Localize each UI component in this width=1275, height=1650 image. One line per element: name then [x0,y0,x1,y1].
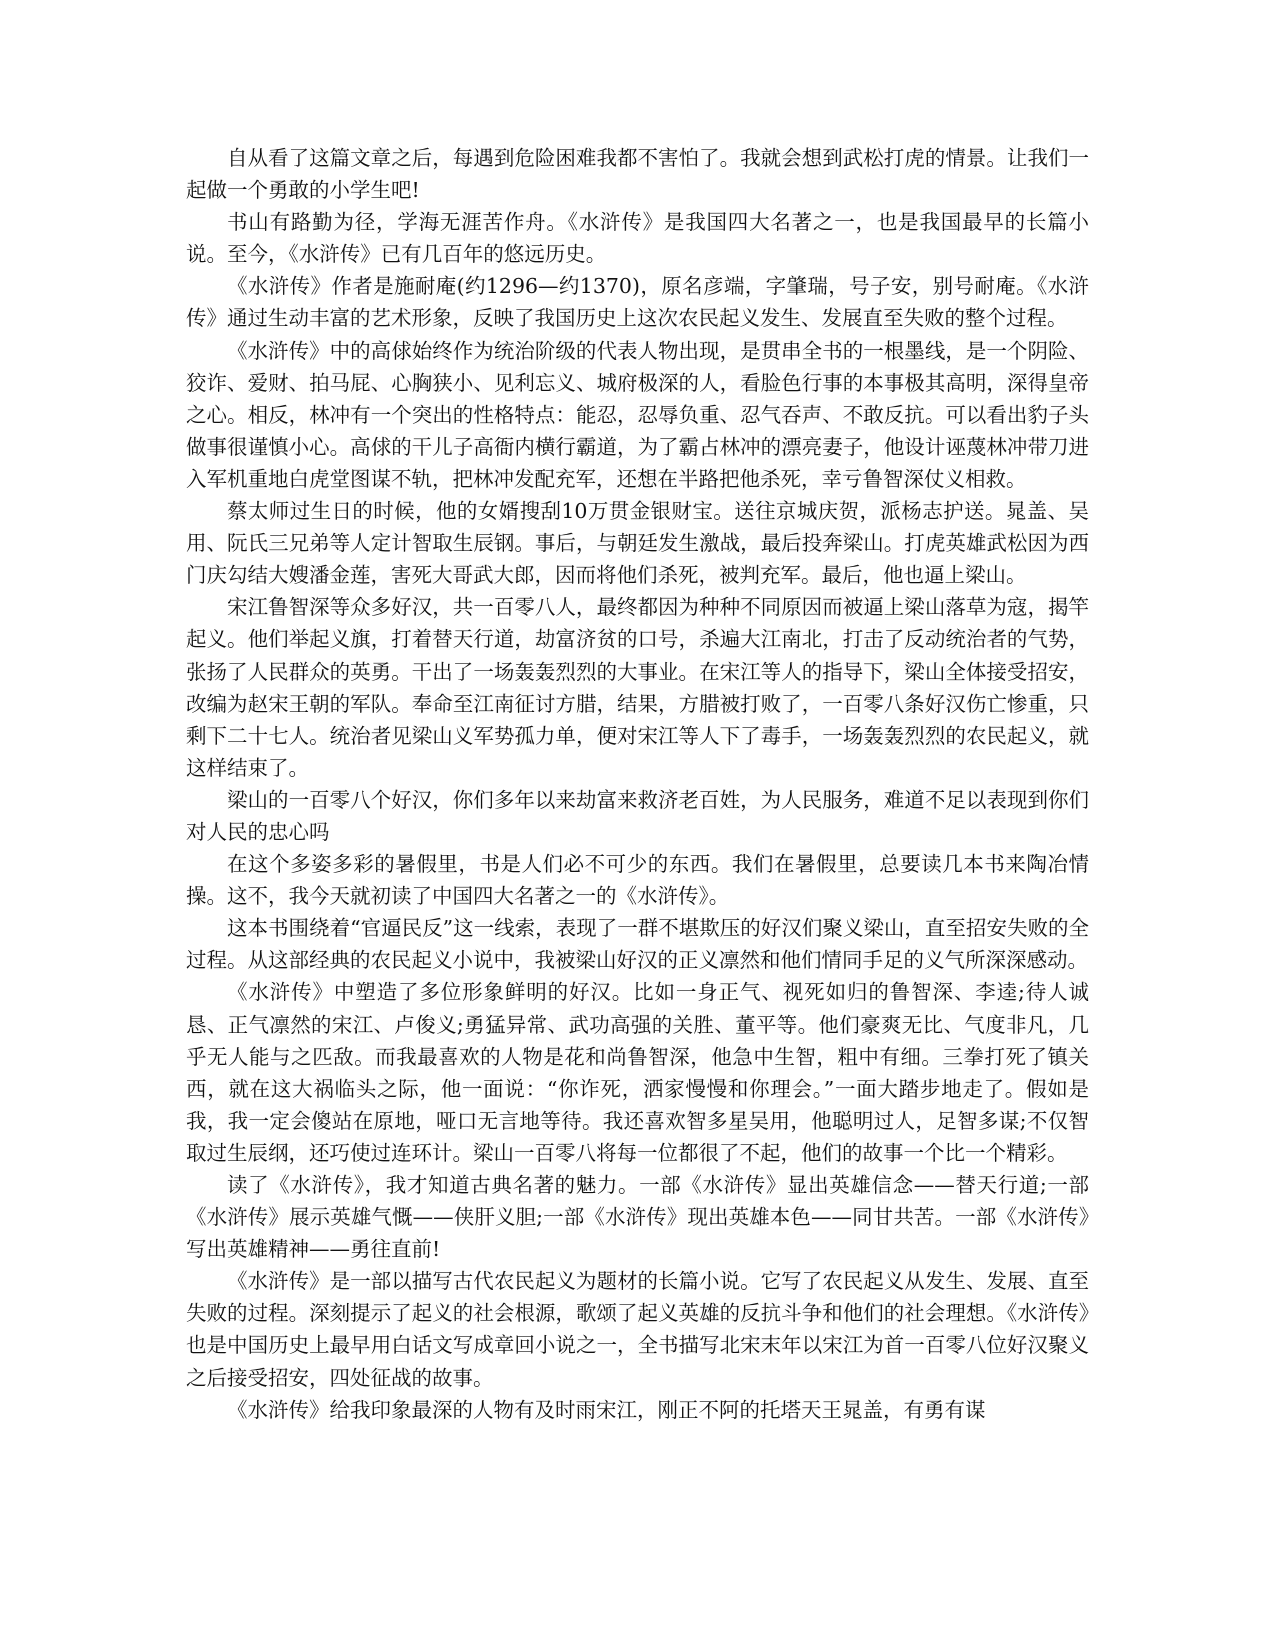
paragraph-1: 自从看了这篇文章之后，每遇到危险困难我都不害怕了。我就会想到武松打虎的情景。让我们一起做一个勇敢的小学生吧! [186,146,1089,203]
paragraph-4: 《水浒传》中的高俅始终作为统治阶级的代表人物出现，是贯串全书的一根墨线，是一个阴险、狡诈、爱财、拍马屁、心胸狭小、见利忘义、城府极深的人，看脸色行事的本事极其高明，深得皇帝之心。相反，林冲有一个突出的性格特点：能忍，忍辱负重、忍气吞声、不敢反抗。可以看出豹子头做事很谨慎小心。高俅的干儿子高衙内横行霸道，为了霸占林冲的漂亮妻子，他设计诬蔑林冲带刀进入军机重地白虎堂图谋不轨，把林冲发配充军，还想在半路把他杀死，幸亏鲁智深仗义相救。 [186,338,1089,491]
paragraph-11: 读了《水浒传》，我才知道古典名著的魅力。一部《水浒传》显出英雄信念——替天行道;一部《水浒传》展示英雄气慨——侠肝义胆;一部《水浒传》现出英雄本色——同甘共苦。一部《水浒传》写出英雄精神——勇往直前! [186,1173,1089,1262]
paragraph-13: 《水浒传》给我印象最深的人物有及时雨宋江，刚正不阿的托塔天王晁盖，有勇有谋 [227,1397,986,1422]
paragraph-7: 梁山的一百零八个好汉，你们多年以来劫富来救济老百姓，为人民服务，难道不足以表现到你们对人民的忠心吗 [186,787,1089,844]
body-text [186,142,1089,1426]
paragraph-12: 《水浒传》是一部以描写古代农民起义为题材的长篇小说。它写了农民起义从发生、发展、直至失败的过程。深刻提示了起义的社会根源，歌颂了起义英雄的反抗斗争和他们的社会理想。《水浒传》也是中国历史上最早用白话文写成章回小说之一，全书描写北宋末年以宋江为首一百零八位好汉聚义之后接受招安，四处征战的故事。 [186,1269,1089,1390]
paragraph-2: 书山有路勤为径，学海无涯苦作舟。《水浒传》是我国四大名著之一，也是我国最早的长篇小说。至今，《水浒传》已有几百年的悠远历史。 [186,210,1089,267]
paragraph-10: 《水浒传》中塑造了多位形象鲜明的好汉。比如一身正气、视死如归的鲁智深、李逵;待人诚恳、正气凛然的宋江、卢俊义;勇猛异常、武功高强的关胜、董平等。他们豪爽无比、气度非凡，几乎无人能与之匹敌。而我最喜欢的人物是花和尚鲁智深，他急中生智，粗中有细。三拳打死了镇关西，就在这大祸临头之际，他一面说：“你诈死，洒家慢慢和你理会。”一面大踏步地走了。假如是我，我一定会傻站在原地，哑口无言地等待。我还喜欢智多星吴用，他聪明过人，足智多谋;不仅智取过生辰纲，还巧使过连环计。梁山一百零八将每一位都很了不起，他们的故事一个比一个精彩。 [186,980,1089,1165]
paragraph-8: 在这个多姿多彩的暑假里，书是人们必不可少的东西。我们在暑假里，总要读几本书来陶冶情操。这不，我今天就初读了中国四大名著之一的《水浒传》。 [186,852,1089,909]
paragraph-3: 《水浒传》作者是施耐庵(约1296—约1370)，原名彦端，字肇瑞，号子安，别号耐庵。《水浒传》通过生动丰富的艺术形象，反映了我国历史上这次农民起义发生、发展直至失败的整个过程。 [186,274,1089,331]
paragraph-9: 这本书围绕着“官逼民反”这一线索，表现了一群不堪欺压的好汉们聚义梁山，直至招安失败的全过程。从这部经典的农民起义小说中，我被梁山好汉的正义凛然和他们情同手足的义气所深深感动。 [186,916,1089,973]
paragraph-6: 宋江鲁智深等众多好汉，共一百零八人，最终都因为种种不同原因而被逼上梁山落草为寇，揭竿起义。他们举起义旗，打着替天行道，劫富济贫的口号，杀遍大江南北，打击了反动统治者的气势，张扬了人民群众的英勇。干出了一场轰轰烈烈的大事业。在宋江等人的指导下，梁山全体接受招安，改编为赵宋王朝的军队。奉命至江南征讨方腊，结果，方腊被打败了，一百零八条好汉伤亡惨重，只剩下二十七人。统治者见梁山义军势孤力单，便对宋江等人下了毒手，一场轰轰烈烈的农民起义，就这样结束了。 [186,595,1089,780]
paragraph-5: 蔡太师过生日的时候，他的女婿搜刮10万贯金银财宝。送往京城庆贺，派杨志护送。晁盖、吴用、阮氏三兄弟等人定计智取生辰钢。事后，与朝廷发生激战，最后投奔梁山。打虎英雄武松因为西门庆勾结大嫂潘金莲，害死大哥武大郎，因而将他们杀死，被判充军。最后，他也逼上梁山。 [186,499,1089,588]
